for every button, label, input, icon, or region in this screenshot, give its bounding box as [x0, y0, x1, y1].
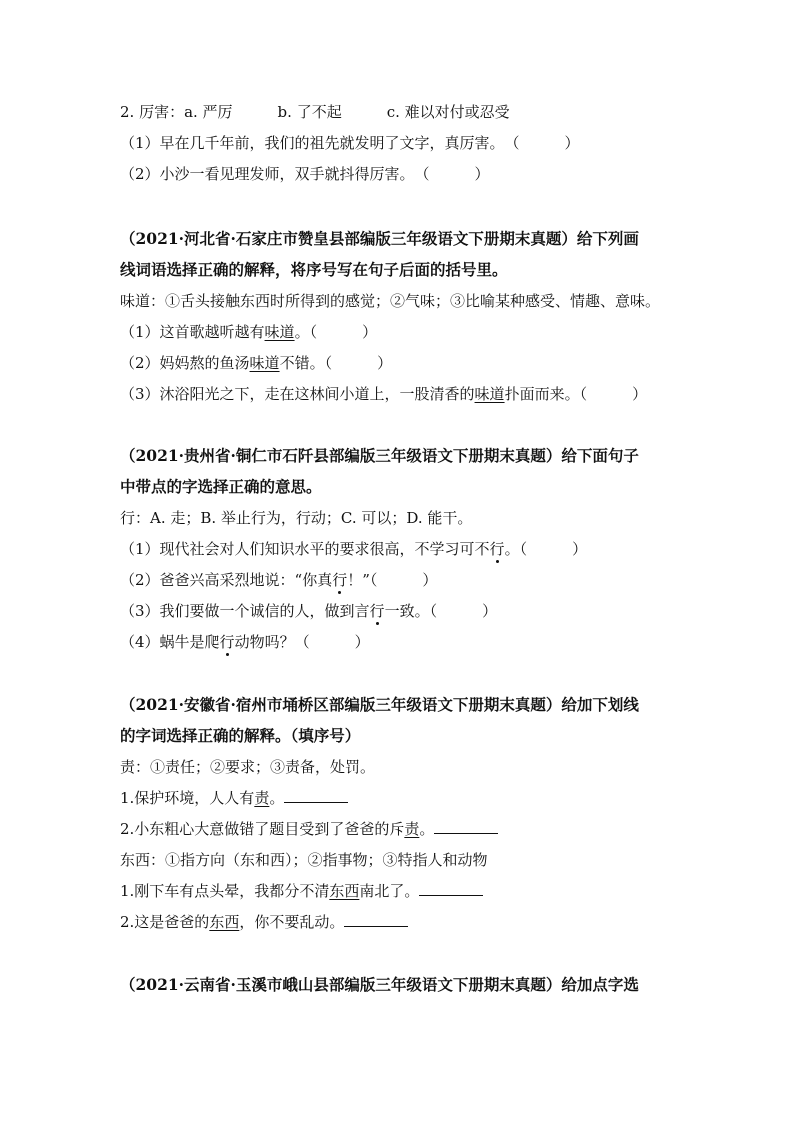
underlined-word: 东西	[209, 913, 240, 931]
s5-heading-line-1: （2021·云南省·玉溪市峨山县部编版三年级语文下册期末真题）给加点字选	[120, 975, 639, 994]
s2-heading-line-2: 线词语选择正确的解释，将序号写在句子后面的括号里。	[120, 260, 508, 279]
s2-definition: 味道：①舌头接触东西时所得到的感觉；②气味；③比喻某种感受、情趣、意味。	[120, 292, 661, 310]
s4-question-3: 1.刚下车有点头晕，我都分不清东西南北了。	[120, 881, 680, 901]
s1-question-1: （1）早在几千年前，我们的祖先就发明了文字，真厉害。 （ ）	[120, 134, 580, 152]
s4-question-2: 2.小东粗心大意做错了题目受到了爸爸的斥责。	[120, 819, 680, 839]
underlined-word: 味道	[264, 323, 295, 341]
s4-heading-line-1: （2021·安徽省·宿州市埇桥区部编版三年级语文下册期末真题）给加下划线	[120, 695, 639, 714]
answer-blank[interactable]	[284, 788, 348, 803]
underlined-word: 东西	[329, 882, 360, 900]
s4-question-1: 1.保护环境，人人有责。	[120, 788, 680, 808]
s2-question-2: （2）妈妈熬的鱼汤味道不错。（ ）	[120, 354, 393, 372]
s3-heading-line-2: 中带点的字选择正确的意思。	[120, 477, 322, 496]
underlined-word: 味道	[249, 354, 280, 372]
s3-heading-line-1: （2021·贵州省·铜仁市石阡县部编版三年级语文下册期末真题）给下面句子	[120, 446, 639, 465]
s4-question-4: 2.这是爸爸的东西，你不要乱动。	[120, 912, 680, 932]
underlined-word: 责	[254, 789, 270, 807]
s2-question-3: （3）沐浴阳光之下，走在这林间小道上，一股清香的味道扑面而来。（ ）	[120, 385, 648, 403]
s4-heading-line-2: 的字词选择正确的解释。（填序号）	[120, 726, 361, 745]
dotted-char: 行	[219, 633, 235, 651]
s3-question-2: （2）爸爸兴高采烈地说：“你真行！”（ ）	[120, 571, 438, 589]
answer-blank[interactable]	[434, 819, 498, 834]
s1-question-2: （2）小沙一看见理发师，双手就抖得厉害。 （ ）	[120, 165, 490, 183]
underlined-word: 责	[404, 820, 420, 838]
answer-blank[interactable]	[419, 881, 483, 896]
s3-question-1: （1）现代社会对人们知识水平的要求很高，不学习可不行。（ ）	[120, 540, 588, 558]
dotted-char: 行	[332, 571, 348, 589]
s3-definition: 行：A. 走；B. 举止行为，行动；C. 可以；D. 能干。	[120, 509, 473, 527]
underlined-word: 味道	[474, 385, 505, 403]
answer-blank[interactable]	[344, 912, 408, 927]
s3-question-3: （3）我们要做一个诚信的人，做到言行一致。（ ）	[120, 602, 498, 620]
s2-question-1: （1）这首歌越听越有味道。（ ）	[120, 323, 378, 341]
dotted-char: 行	[369, 602, 385, 620]
s2-heading-line-1: （2021·河北省·石家庄市赞皇县部编版三年级语文下册期末真题）给下列画	[120, 229, 639, 248]
s4-definition-2: 东西：①指方向（东和西）；②指事物；③特指人和动物	[120, 851, 488, 869]
s4-definition-1: 责：①责任；②要求；③责备，处罚。	[120, 758, 376, 776]
s1-title: 2. 厉害：a. 严厉 b. 了不起 c. 难以对付或忍受	[120, 103, 510, 121]
dotted-char: 行	[489, 540, 505, 558]
s3-question-4: （4）蜗牛是爬行动物吗？（ ）	[120, 633, 370, 651]
